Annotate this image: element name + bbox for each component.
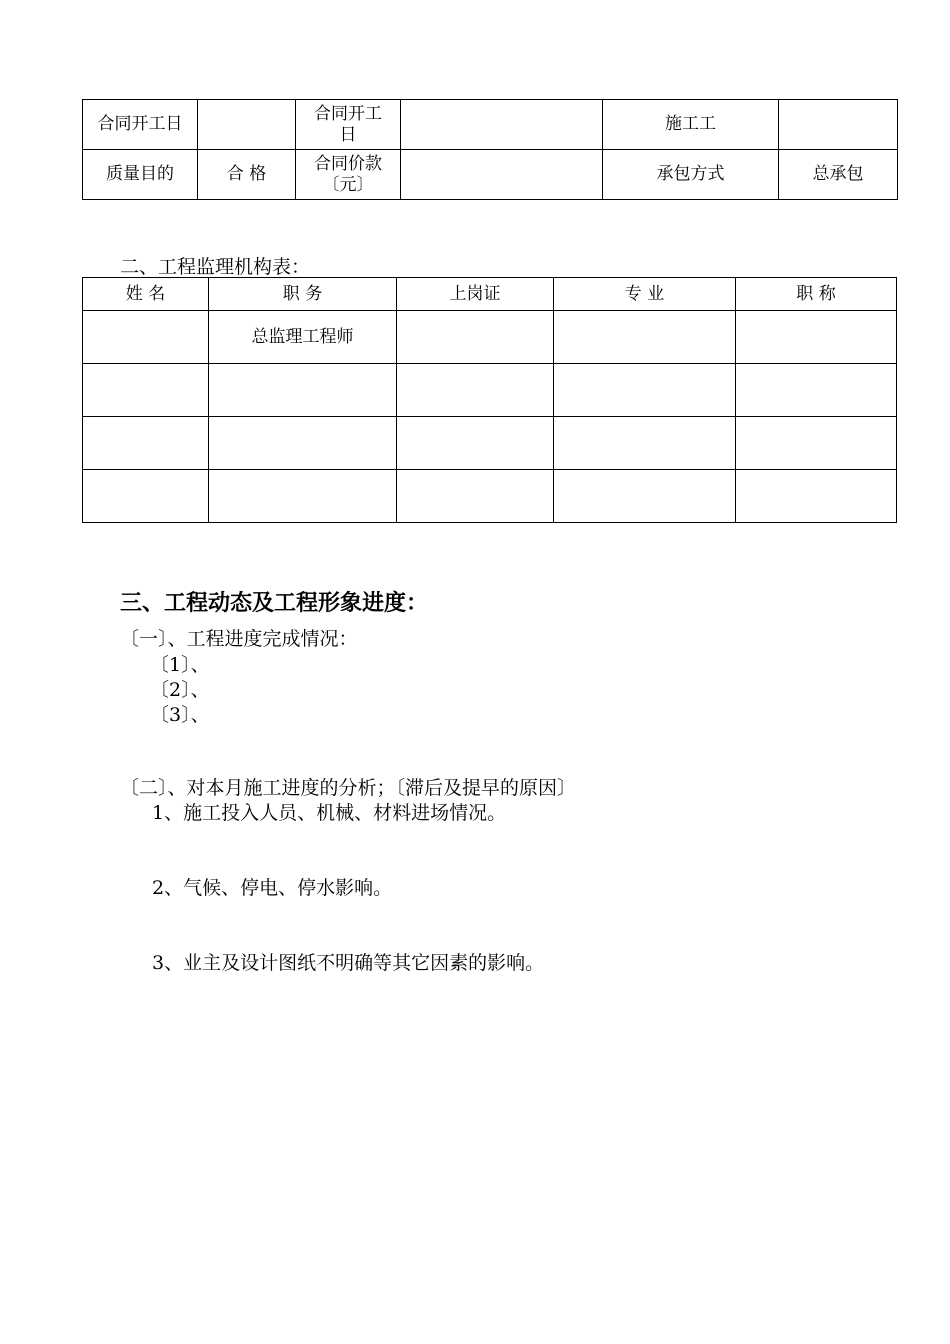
label-quality-goal: 质量目的 xyxy=(83,150,198,200)
label-contract-start: 合同开工日 xyxy=(83,100,198,150)
sub-1-title: 〔一〕、工程进度完成情况： xyxy=(120,628,358,650)
table-row xyxy=(83,150,898,200)
cell xyxy=(736,470,897,523)
label-contract-price: 合同价款〔元〕 xyxy=(296,150,401,200)
value-quality-goal: 合 格 xyxy=(198,150,296,200)
progress-item-2: 〔2〕、 xyxy=(150,679,210,701)
cell xyxy=(554,364,736,417)
label-contract-start-2: 合同开工日 xyxy=(296,100,401,150)
header-certificate: 上岗证 xyxy=(397,278,554,311)
analysis-item-3: 3、业主及设计图纸不明确等其它因素的影响。 xyxy=(152,952,545,974)
header-title: 职 称 xyxy=(736,278,897,311)
cell xyxy=(83,470,209,523)
cell xyxy=(397,470,554,523)
cell xyxy=(209,364,397,417)
cell xyxy=(736,311,897,364)
header-specialty: 专 业 xyxy=(554,278,736,311)
progress-item-3: 〔3〕、 xyxy=(150,704,210,726)
table-row xyxy=(83,417,897,470)
cell xyxy=(209,470,397,523)
cell xyxy=(554,417,736,470)
cell xyxy=(736,364,897,417)
cell xyxy=(83,311,209,364)
cell xyxy=(397,311,554,364)
label-contract-mode: 承包方式 xyxy=(603,150,779,200)
table-row xyxy=(83,364,897,417)
table-row xyxy=(83,311,897,364)
analysis-item-2: 2、气候、停电、停水影响。 xyxy=(152,877,393,899)
sub-2-title: 〔二〕、对本月施工进度的分析；〔滞后及提早的原因〕 xyxy=(120,777,577,799)
label-construction: 施工工 xyxy=(603,100,779,150)
cell: 总监理工程师 xyxy=(209,311,397,364)
cell xyxy=(736,417,897,470)
supervision-org-table xyxy=(82,277,897,523)
table-row xyxy=(83,100,898,150)
analysis-item-1: 1、施工投入人员、机械、材料进场情况。 xyxy=(152,802,507,824)
value-contract-price xyxy=(401,150,603,200)
header-position: 职 务 xyxy=(209,278,397,311)
value-construction xyxy=(779,100,898,150)
progress-item-1: 〔1〕、 xyxy=(150,654,210,676)
header-name: 姓 名 xyxy=(83,278,209,311)
value-contract-start xyxy=(198,100,296,150)
cell xyxy=(554,311,736,364)
cell xyxy=(397,364,554,417)
cell xyxy=(554,470,736,523)
contract-info-table xyxy=(82,99,898,200)
section-3-title: 三、工程动态及工程形象进度： xyxy=(120,591,429,616)
section-2-title: 二、工程监理机构表： xyxy=(120,256,311,278)
table-header-row xyxy=(83,278,897,311)
cell xyxy=(397,417,554,470)
value-contract-start-2 xyxy=(401,100,603,150)
cell xyxy=(209,417,397,470)
cell xyxy=(83,417,209,470)
cell xyxy=(83,364,209,417)
value-contract-mode: 总承包 xyxy=(779,150,898,200)
table-row xyxy=(83,470,897,523)
